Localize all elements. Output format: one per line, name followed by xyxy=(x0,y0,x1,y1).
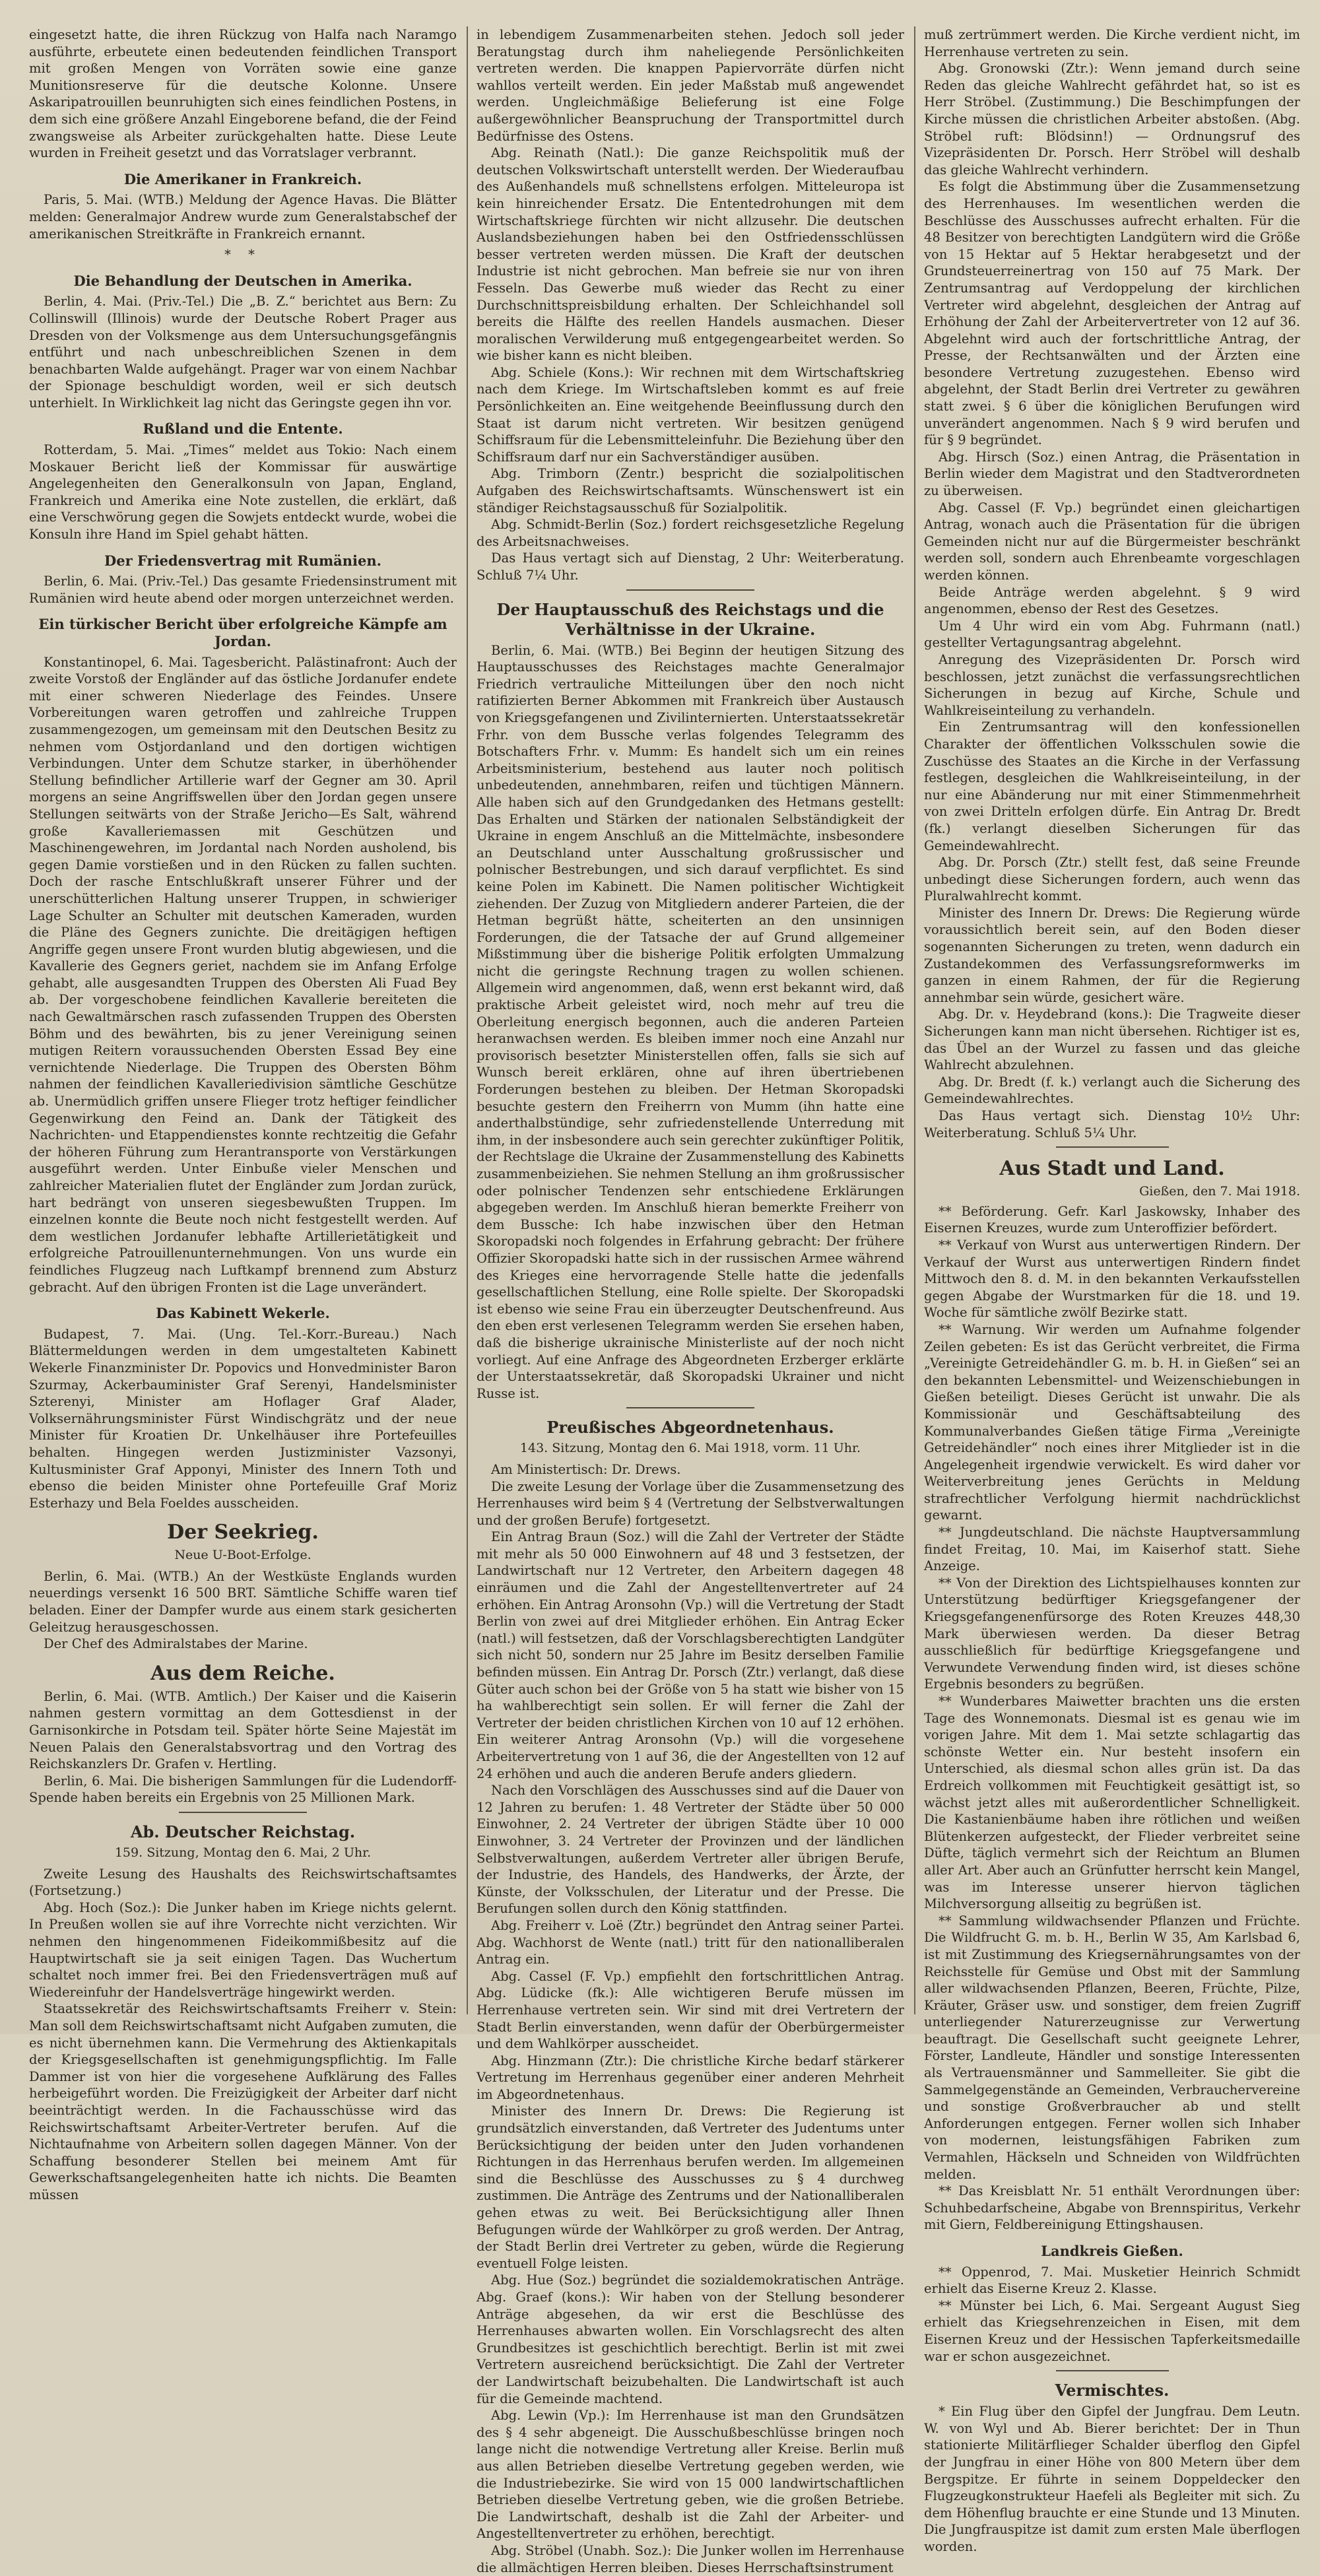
paragraph: Abg. Hirsch (Soz.) einen Antrag, die Präsentation in Berlin wieder dem Magistrat und den Stadtverordneten zu überweisen. xyxy=(924,449,1300,499)
divider xyxy=(626,589,754,591)
paragraph: Zweite Lesung des Haushalts des Reichswirtschaftsamtes (Fortsetzung.) xyxy=(29,1866,457,1899)
column-3 xyxy=(924,26,1300,2554)
paragraph: Rotterdam, 5. Mai. „Times“ meldet aus Tokio: Nach einem Moskauer Bericht ließ der Kommissar für auswärtige Angelegenheiten den Generalkonsuln von Japan, England, Frankreich und Amerika eine Note zustellen, die erklärt, daß eine Verschwörung gegen die Sowjets entdeckt wurde, wobei die Konsuln ihre Hand im Spiel gehabt hätten. xyxy=(29,442,457,543)
divider xyxy=(626,1407,754,1408)
column-rule xyxy=(914,26,915,2014)
paragraph: Das Haus vertagt sich auf Dienstag, 2 Uhr: Weiterberatung. Schluß 7¼ Uhr. xyxy=(477,550,904,583)
paragraph: Das Haus vertagt sich. Dienstag 10½ Uhr: Weiterberatung. Schluß 5¼ Uhr. xyxy=(924,1108,1300,1140)
section-heading: Die Amerikaner in Frankreich. xyxy=(123,170,362,187)
paragraph: Abg. Hoch (Soz.): Die Junker haben im Kriege nichts gelernt. In Preußen wollen sie auf ihre Vorrechte nicht verzichten. Wir nehmen den hingenommenen Fideikommißbesitz auf die Hauptwirtschaft sie ja seit einigen Tagen. Das Wuchertum schaltet noch immer frei. Bei den Friedensverträgen muß auf Wiedereinfuhr der Handelsverträge hingewirkt werden. xyxy=(29,1899,457,2000)
column-rule xyxy=(467,26,468,2014)
section-heading: Der Friedensvertrag mit Rumänien. xyxy=(104,552,381,569)
section-heading: Landkreis Gießen. xyxy=(1041,2243,1183,2259)
subheading: Neue U-Boot-Erfolge. xyxy=(174,1548,312,1563)
paragraph: Nach den Vorschlägen des Ausschusses sind auf die Dauer von 12 Jahren zu berufen: 1. 48 Vertreter der Städte über 50 000 Einwohner, 2. 24 Vertreter der übrigen Städte über 10 000 Einwohner, 3. 24 Vertreter der Provinzen und der ländlichen Selbstverwaltungen, außerdem Vertreter aller übrigen Berufe, der Industrie, des Handels, des Handwerks, der Ärzte, der Künste, der Volksschulen, der Literatur und der Presse. Die Berufungen sollen durch den König stattfinden. xyxy=(477,1783,904,1917)
paragraph: Abg. Cassel (F. Vp.) begründet einen gleichartigen Antrag, wonach auch die Präsentation für die übrigen Gemeinden nicht nur auf die Bürgermeister beschränkt werden soll, sondern auch Ehrenbeamte vorgeschlagen werden können. xyxy=(924,500,1300,583)
paragraph: Abg. Schiele (Kons.): Wir rechnen mit dem Wirtschaftskrieg nach dem Kriege. Im Wirtschaftsleben kommt es auf freie Persönlichkeiten an. Eine weitgehende Beeinflussung durch den Staat ist darum nicht vertreten. Wir besitzen genügend Schiffsraum für die Lebensmitteleinfuhr. Die Beziehung über den Schiffsraum darf nur ein Sachverständiger ausüben. xyxy=(477,364,904,465)
paragraph: Der Chef des Admiralstabes der Marine. xyxy=(44,1636,308,1652)
section-heading: Die Behandlung der Deutschen in Amerika. xyxy=(73,272,412,289)
section-heading: Rußland und die Entente. xyxy=(143,420,343,438)
paragraph: eingesetzt hatte, die ihren Rückzug von Halfa nach Naramgo ausführte, erbeutete einen bedeutenden feindlichen Transport mit großen Mengen von Vorräten sowie eine ganze Munitionsreserve für die deutsche Kolonne. Unsere Askaripatrouillen beunruhigten sich eines feindlichen Postens, in dem sich eine größere Anzahl Eingeborene befand, die der Feind zwangsweise als Arbeiter zurückgehalten hatte. Diese Leute wurden in Freiheit gesetzt und das Vorratslager verbrannt. xyxy=(29,27,457,161)
section-heading: Das Kabinett Wekerle. xyxy=(156,1305,330,1322)
paragraph: Minister des Innern Dr. Drews: Die Regierung würde voraussichtlich bereit sein, auf den Boden dieser sogenannten Sicherungen zu treten, wenn dadurch ein Zustandekommen des Verfassungsreformwerks im ganzen in einem Rahmen, der für die Regierung annehmbar sein würde, gesichert wäre. xyxy=(924,905,1300,1005)
paragraph: Abg. Lewin (Vp.): Im Herrenhause ist man den Grundsätzen des § 4 sehr abgeneigt. Die Ausschußbeschlüsse bringen noch lange nicht die notwendige Vertretung aller Kreise. Berlin muß aus allen Betrieben dieselbe Vertretung gegeben werden, wie die Industriebezirke. Sie wird von 15 000 landwirtschaftlichen Betrieben dieselbe Vertretung geben, wie die großen Betriebe. Die Landwirtschaft, deshalb ist die Zahl der Arbeiter- und Angestelltenvertreter zu erhöhen, berechtigt. xyxy=(477,2408,904,2542)
paragraph: Berlin, 6. Mai. (Priv.-Tel.) Das gesamte Friedensinstrument mit Rumänien wird heute abend oder morgen unterzeichnet werden. xyxy=(29,574,457,606)
paragraph: Berlin, 6. Mai. (WTB.) Bei Beginn der heutigen Sitzung des Hauptausschusses des Reichstages machte Generalmajor Friedrich vertrauliche Mitteilungen über den noch nicht ratifizierten Berner Abkommen mit Frankreich über Austausch von Kriegsgefangenen und Zivilinternierten. Unterstaatssekretär Frhr. von dem Bussche verlas folgendes Telegramm des Botschafters Frhr. v. Mumm: Es handelt sich um ein reines Arbeitsministerium, bestehend aus lauter noch politisch unbedeutenden, annehmbaren, reifen und tüchtigen Männern. Alle haben sich auf den Grundgedanken des Hetmans gestellt: Das Erhalten und Stärken der nationalen Selbständigkeit der Ukraine in engem Anschluß an die Mittelmächte, insbesondere an Deutschland unter Ausschaltung großrussischer und polnischer Bestrebungen, und sich darauf verpflichtet. Es sind keine Polen im Kabinett. Die Namen politischer Wichtigkeit ziehenden. Der Zuzug von Mitgliedern anderer Parteien, die der Hetman begrüßt hätte, scheiterten an den unsinnigen Forderungen, die der Tatsache der auf Grund allgemeiner Mißstimmung über die bisherige Politik erfolgten Ummalzung nicht die geringste Rechnung tragen zu wollen schienen. Allgemein wird angenommen, daß, wenn erst bekannt wird, daß praktische Arbeit geleistet wird, noch mehr auf treu die Oberleitung energisch begonnen, auch die anderen Parteien heranwachsen werden. Es bleiben immer noch eine Anzahl nur provisorisch besetzter Ministerstellen offen, falls sie sich auf Wunsch bereit erklären, ohne auf ihren übertriebenen Forderungen bestehen zu bleiben. Der Hetman Skoropadski besuchte gestern den Freiherrn von Mumm (ihn hatte eine anderthalbstündige, sehr zufriedenstellende Unterredung mit ihm, in der insbesondere auch sein gerechter zukünftiger Politik, der Rechtslage die Ukraine der Zusammenstellung des Kabinetts zusammenbeiziehen. Sie nehmen Stellung an ihm großrussischer oder polnischer Tendenzen sehr entschiedene Erklärungen abgegeben werden. Im Anschluß hieran bemerkte Freiherr von dem Bussche: Ich habe inzwischen über den Hetman Skoropadski noch folgendes in Erfahrung gebracht: Der frühere Offizier Skoropadski hatte sich in der russischen Armee während des Krieges eine hervorragende Stelle hatte die jedenfalls gesellschaftlichen Stellung, eine Rolle spielte. Der Skoropadski ist ebenso wie seine Frau ein überzeugter Deutschenfreund. Aus den eben erst verlesenen Telegramm werden Sie ersehen haben, daß die bisherige ukrainische Ministerliste auf der noch nicht vorliegt. Auf eine Anfrage des Abgeordneten Erzberger erklärte der Unterstaatssekretär, daß Skoropadski Ukrainer und nicht Russe ist. xyxy=(477,642,904,1401)
paragraph: Berlin, 6. Mai. (WTB.) An der Westküste Englands wurden neuerdings versenkt 16 500 BRT. Sämtliche Schiffe waren tief beladen. Einer der Dampfer wurde aus einem stark gesicherten Geleitzug herausgeschossen. xyxy=(29,1568,457,1635)
major-heading: Der Seekrieg. xyxy=(167,1521,319,1544)
major-heading: Vermischtes. xyxy=(1055,2381,1170,2400)
paragraph: Abg. Trimborn (Zentr.) bespricht die sozialpolitischen Aufgaben des Reichswirtschaftsamts. Wünschenswert ist ein ständiger Reichstagsausschuß für Sozialpolitik. xyxy=(477,466,904,515)
paragraph: Staatssekretär des Reichswirtschaftsamts Freiherr v. Stein: Man soll dem Reichswirtschaftsamt nicht Aufgaben zumuten, die es nicht übernehmen kann. Die Vermehrung des Aktienkapitals der Kriegsgesellschaften ist genehmigungspflichtig. Im Falle Dammer ist von hier die vorgesehene Aufklärung des Falles herbeigeführt worden. Die Freizügigkeit der Arbeiter darf nicht beeinträchtigt werden. In die Fachausschüsse wird das Reichswirtschaftsamt Arbeiter-Vertreter berufen. Auf die Nichtaufnahme von Arbeitern sollen dagegen Männer. Von der Schaffung besonderer Stellen bei meinem Amt für Gewerkschaftsangelegenheiten hatte ich nichts. Die Beamten müssen xyxy=(29,2001,457,2202)
paragraph: Abg. Gronowski (Ztr.): Wenn jemand durch seine Reden das gleiche Wahlrecht gefährdet hat, so ist es Herr Ströbel. (Zustimmung.) Die Beschimpfungen der Kirche müssen die christlichen Arbeiter abstoßen. (Abg. Ströbel ruft: Blödsinn!) — Ordnungsruf des Vizepräsidenten Dr. Porsch. Herr Ströbel will deshalb das gleiche Wahlrecht verhindern. xyxy=(924,61,1300,178)
major-heading: Ab. Deutscher Reichstag. xyxy=(130,1822,356,1841)
paragraph: Es folgt die Abstimmung über die Zusammensetzung des Herrenhauses. Im wesentlichen werden die Beschlüsse des Ausschusses aufrecht erhalten. Für die 48 Besitzer von berechtigten Landgütern wird die Größe von 15 Hektar auf 5 Hektar herabgesetzt und der Grundsteuerreinertrag von 150 auf 75 Mark. Der Zentrumsantrag auf Verdoppelung der kirchlichen Vertreter wird abgelehnt, desgleichen der Antrag auf Erhöhung der Zahl der Arbeitervertreter von 12 auf 36. Abgelehnt wird auch der fortschrittliche Antrag, der Presse, der Rechtsanwälten und der Ärzten eine besondere Vertretung zuzugestehen. Ebenso wird abgelehnt, der Stadt Berlin drei Vertreter zu gewähren statt zwei. § 6 über die königlichen Berufungen wird unverändert angenommen. Nach § 9 wird berufen und für § 9 begründet. xyxy=(924,179,1300,448)
subheading: 159. Sitzung, Montag den 6. Mai, 2 Uhr. xyxy=(114,1845,372,1860)
paragraph: * Ein Flug über den Gipfel der Jungfrau. Dem Leutn. W. von Wyl und Ab. Bierer berichtet: Der in Thun stationierte Militärflieger Schalder überflog den Gipfel der Jungfrau in einer Höhe von 800 Metern über dem Bergspitze. Er führte in seinem Doppeldecker den Flugzeugkonstrukteur Haefeli als Begleiter mit sich. Zu dem Höhenflug brauchte er eine Stunde und 13 Minuten. Die Jungfrauspitze ist damit zum ersten Male überflogen worden. xyxy=(924,2404,1300,2554)
paragraph: ** Das Kreisblatt Nr. 51 enthält Verordnungen über: Schuhbedarfscheine, Abgabe von Brennspiritus, Verkehr mit Giern, Feldbereinigung Ettingshausen. xyxy=(924,2183,1300,2233)
paragraph: Abg. Freiherr v. Loë (Ztr.) begründet den Antrag seiner Partei. Abg. Wachhorst de Wente (natl.) tritt für den nationalliberalen Antrag ein. xyxy=(477,1917,904,1967)
paragraph: Abg. Dr. v. Heydebrand (kons.): Die Tragweite dieser Sicherungen kann man nicht übersehen. Richtiger ist es, das Übel an der Wurzel zu fassen und das gleiche Wahlrecht abzulehnen. xyxy=(924,1007,1300,1073)
paragraph: in lebendigem Zusammenarbeiten stehen. Jedoch soll jeder Beratungstag durch ihm naheliegende Persönlichkeiten vertreten werden. Die knappen Papiervorräte dürfen nicht wahllos verteilt werden. Ein jeder Maßstab muß angewendet werden. Ungleichmäßige Belieferung ist eine Folge außergewöhnlicher Beanspruchung der Transportmittel durch Bedürfnisse des Ostens. xyxy=(477,27,904,144)
paragraph: Abg. Ströbel (Unabh. Soz.): Die Junker wollen im Herrenhause die allmächtigen Herren bleiben. Dieses Herrschaftsinstrument xyxy=(477,2542,904,2575)
major-heading: Aus dem Reiche. xyxy=(150,1661,335,1685)
divider xyxy=(179,1812,307,1813)
paragraph: ** Warnung. Wir werden um Aufnahme folgender Zeilen gebeten: Es ist das Gerücht verbreitet, die Firma „Vereinigte Getreidehändler G. m. b. H. in Gießen“ sei an den bekannten Lebensmittel- und Weizenschiebungen in Gießen beteiligt. Dieses Gerücht ist unwahr. Die als Kommissionär und Geschäftsabteilung des Kommunalverbandes Gießen tätige Firma „Vereinigte Getreidehändler“ noch eines ihrer Mitglieder ist in die Angelegenheit irgendwie verwickelt. Es wird daher vor Weiterverbreitung jenes Gerüchts in Meldung strafrechtlicher Verfolgung hiermit nachdrücklichst gewarnt. xyxy=(924,1321,1300,1523)
paragraph: Berlin, 6. Mai. Die bisherigen Sammlungen für die Ludendorff-Spende haben bereits ein Ergebnis von 25 Millionen Mark. xyxy=(29,1773,457,1806)
paragraph: Konstantinopel, 6. Mai. Tagesbericht. Palästinafront: Auch der zweite Vorstoß der Engländer auf das östliche Jordanufer endete mit einer schweren Niederlage des Feindes. Unsere Vorbereitungen waren getroffen und zahlreiche Truppen zusammengezogen, um gemeinsam mit den Deutschen Besitz zu nehmen vom Ostjordanland und den dortigen wichtigen Verbindungen. Unter dem Schutze starker, in überhöhender Stellung befindlicher Artillerie warf der Gegner am 30. April morgens an seine Angriffswellen über den Jordan gegen unsere Stellungen seitwärts von der Straße Jericho—Es Salt, während große Kavalleriemassen mit Geschützen und Maschinengewehren, im Jordantal nach Norden ausholend, bis gegen Damie vorstießen und in den Rücken zu fallen suchten. Doch der rasche Entschlußkraft unserer Führer und der unerschütterlichen Haltung unserer Truppen, in schwieriger Lage Schulter an Schulter mit deutschen Kameraden, wurden die Pläne des Gegners zunichte. Die dreitägigen heftigen Angriffe gegen unsere Front wurden blutig abgewiesen, und die Kavallerie des Gegners geriet, nachdem sie im Anfang Erfolge gehabt, alle ausgesandten Truppen des Obersten Ali Fuad Bey ab. Der vorgeschobene feindlichen Kavallerie bereiteten die nach Gewaltmärschen rasch zufassenden Truppen des Obersten Böhm und des bewährten, bis zu jener Vereinigung seinen mutigen Reitern voraussuchenden Obersten Essad Bey eine vernichtende Niederlage. Die Truppen des Obersten Böhm nahmen der feindlichen Kavalleriedivision sämtliche Geschütze ab. Unermüdlich griffen unsere Flieger trotz heftiger feindlicher Gegenwirkung den Feind an. Dank der Tätigkeit des Nachrichten- und Etappendienstes konnte rechtzeitig die Gefahr der höheren Führung zum Herantransporte von Verstärkungen ausgeführt werden. Unter Einbuße vieler Menschen und zahlreicher Materialien flutet der Engländer zum Jordan zurück, hart bedrängt von unseren siegesbewußten Truppen. Im einzelnen konnte die Beute noch nicht festgestellt werden. Auf dem westlichen Jordanufer lebhafte Artillerietätigkeit und erfolgreiche Patrouillenunternehmungen. Von uns wurde ein feindliches Flugzeug nach Luftkampf brennend zum Absturz gebracht. Auf den übrigen Fronten ist die Lage unverändert. xyxy=(29,654,457,1295)
paragraph: Berlin, 4. Mai. (Priv.-Tel.) Die „B. Z.“ berichtet aus Bern: Zu Collinswill (Illinois) wurde der Deutsche Robert Prager aus Dresden von der Volksmenge aus dem Untersuchungsgefängnis entführt und nach unbeschreiblichen Szenen in dem benachbarten Walde aufgehängt. Prager war von einem Nachbar der Spionage beschuldigt worden, weil er sich deutsch unterhielt. In Wirklichkeit lag nicht das Geringste gegen ihn vor. xyxy=(29,294,457,411)
paragraph: ** Jungdeutschland. Die nächste Hauptversammlung findet Freitag, 10. Mai, im Kaiserhof statt. Siehe Anzeige. xyxy=(924,1525,1300,1574)
paragraph: Paris, 5. Mai. (WTB.) Meldung der Agence Havas. Die Blätter melden: Generalmajor Andrew wurde zum Generalstabschef der amerikanischen Streitkräfte in Frankreich ernannt. xyxy=(29,192,457,242)
paragraph: Abg. Dr. Porsch (Ztr.) stellt fest, daß seine Freunde unbedingt diese Sicherungen fordern, auch wenn das Pluralwahlrecht kommt. xyxy=(924,855,1300,904)
major-heading: Preußisches Abgeordnetenhaus. xyxy=(546,1418,834,1437)
paragraph: ** Wunderbares Maiwetter brachten uns die ersten Tage des Wonnemonats. Diesmal ist es genau wie im vorigen Jahre. Mit dem 1. Mai setzte schlagartig das schönste Wetter ein. Nur besteht insofern ein Unterschied, als diesmal schon alles grün ist. Da das Erdreich vollkommen mit Feuchtigkeit gesättigt ist, so wächst jetzt alles mit außerordentlicher Schnelligkeit. Die Kastanienbäume haben ihre rötlichen und weißen Blütenkerzen aufgesteckt, der Flieder verbreitet seine Düfte, täglich vermehrt sich der Reichtum an Blumen aller Art. Aber auch an Grünfutter herrscht kein Mangel, was im Interesse unserer hiervon täglichen Milchversorgung allseitig zu begrüßen ist. xyxy=(924,1694,1300,1912)
paragraph: Berlin, 6. Mai. (WTB. Amtlich.) Der Kaiser und die Kaiserin nahmen gestern vormittag an dem Gottesdienst in der Garnisonkirche in Potsdam teil. Später hörte Seine Majestät im Neuen Palais den Generalstabsvortrag und den Vortrag des Reichskanzlers Dr. Grafen v. Hertling. xyxy=(29,1688,457,1772)
paragraph: ** Von der Direktion des Lichtspielhauses konnten zur Unterstützung bedürftiger Kriegsgefangener der Kriegsgefangenenfürsorge des Roten Kreuzes 448,30 Mark überwiesen werden. Da dieser Betrag ausschließlich für bedürftige Kriegsgefangene und Verwundete Verwendung finden wird, ist dieses schöne Ergebnis besonders zu begrüßen. xyxy=(924,1575,1300,1692)
major-heading: Aus Stadt und Land. xyxy=(999,1157,1225,1181)
divider xyxy=(1056,1146,1169,1148)
paragraph: Abg. Hinzmann (Ztr.): Die christliche Kirche bedarf stärkerer Vertretung im Herrenhaus gegenüber einer anderen Mehrheit im Abgeordnetenhaus. xyxy=(477,2053,904,2102)
section-heading: Ein türkischer Bericht über erfolgreiche Kämpfe am Jordan. xyxy=(38,616,447,649)
paragraph: ** Oppenrod, 7. Mai. Musketier Heinrich Schmidt erhielt das Eiserne Kreuz 2. Klasse. xyxy=(924,2264,1300,2297)
dateline: Gießen, den 7. Mai 1918. xyxy=(1139,1184,1300,1199)
column-1 xyxy=(29,26,457,2202)
paragraph: Ein Antrag Braun (Soz.) will die Zahl der Vertreter der Städte mit mehr als 50 000 Einwohnern auf 48 und 3 festsetzen, der Landwirtschaft nur 12 Vertreter, den Arbeitern dagegen 48 einräumen und die Zahl der Angestelltenvertreter auf 24 erhöhen. Ein Antrag Aronsohn (Vp.) will die Vertretung der Stadt Berlin von zwei auf drei Mitglieder erhöhen. Ein Antrag Ecker (natl.) will festsetzen, daß der Vorschlagsberechtigten Landgüter sich nicht 50, sondern nur 25 Jahre im Besitz derselben Familie befinden müssen. Ein Antrag Dr. Porsch (Ztr.) verlangt, daß diese Güter auch schon bei der Größe von 5 ha statt wie bisher von 15 ha wahlberechtigt sein sollen. Er will ferner die Zahl der Vertreter der beiden christlichen Kirchen von 10 auf 12 erhöhen. Ein weiterer Antrag Aronsohn (Vp.) will die vorgesehene Arbeitervertretung von 1 auf 36, die der Angestellten von 12 auf 24 erhöhen und auch die anderen Berufe anders gliedern. xyxy=(477,1529,904,1781)
paragraph: ** Sammlung wildwachsender Pflanzen und Früchte. Die Wildfrucht G. m. b. H., Berlin W 35, Am Karlsbad 6, ist mit Zustimmung des Kriegsernährungsamtes von der Reichsstelle für Gemüse und Obst mit der Sammlung aller wildwachsenden Pflanzen, Beeren, Früchte, Pilze, Kräuter, Gräser usw. und sonstiger, dem freien Zugriff unterliegender Naturerzeugnisse zur Verwertung beauftragt. Die Gesellschaft sucht geeignete Lehrer, Förster, Landleute, Händler und sonstige Interessenten als Vertrauensmänner und Sammelleiter. Sie gibt die Sammelgegenstände an Gemeinden, Verbrauchervereine und sonstige Großverbraucher ab und stellt Anforderungen entgegen. Ferner wollen sich Inhaber von modernen, leistungsfähigen Fabriken zum Vermahlen, Häckseln und Schneiden von Wildfrüchten melden. xyxy=(924,1913,1300,2182)
paragraph: Abg. Schmidt-Berlin (Soz.) fordert reichsgesetzliche Regelung des Arbeitsnachweises. xyxy=(477,517,904,549)
paragraph: Minister des Innern Dr. Drews: Die Regierung ist grundsätzlich einverstanden, daß Vertreter des Judentums unter Berücksichtigung der beiden unter den Juden vorhandenen Richtungen in das Herrenhaus berufen werden. Im allgemeinen sind die Beschlüsse des Ausschusses zu § 4 durchweg zustimmen. Die Anträge des Zentrums und der Nationalliberalen gehen etwas zu weit. Bei Berücksichtigung aller Ihnen Befugungen würde der Wahlkörper zu groß werden. Der Antrag, der Stadt Berlin drei Vertreter zu geben, würde die Regierung eventuell Folge leisten. xyxy=(477,2103,904,2271)
separator-stars: * * xyxy=(224,247,261,263)
paragraph: ** Verkauf von Wurst aus unterwertigen Rindern. Der Verkauf der Wurst aus unterwertigen Rindern findet Mittwoch den 8. d. M. in den bekannten Verkaufsstellen gegen Abgabe der Wurstmarken für die 18. und 19. Woche für sämtliche zwölf Bezirke statt. xyxy=(924,1237,1300,1321)
column-2 xyxy=(477,26,904,2575)
subheading: 143. Sitzung, Montag den 6. Mai 1918, vorm. 11 Uhr. xyxy=(519,1441,861,1456)
paragraph: Abg. Hue (Soz.) begründet die sozialdemokratischen Anträge. Abg. Graef (kons.): Wir haben von der Stellung besonderer Anträge abgesehen, da wir erst die Beschlüsse des Herrenhauses abwarten wollen. Ein Vorschlagsrecht des alten Grundbesitzes ist geschichtlich berechtigt. Berlin ist mit zwei Vertretern ausreichend berücksichtigt. Die Zahl der Vertreter der Landwirtschaft beizubehalten. Die Landwirtschaft ist auch für die Gemeinde machtend. xyxy=(477,2272,904,2406)
paragraph: Ein Zentrumsantrag will den konfessionellen Charakter der öffentlichen Volksschulen sowie die Zuschüsse des Staates an die Kirche in der Verfassung festlegen, desgleichen die Wahlkreiseinteilung, in der nur eine Abänderung nur mit einer Stimmenmehrheit von zwei Dritteln erfolgen dürfe. Ein Antrag Dr. Bredt (fk.) verlangt dieselben Sicherungen für das Gemeindewahlrecht. xyxy=(924,719,1300,853)
paragraph: Abg. Cassel (F. Vp.) empfiehlt den fortschrittlichen Antrag. Abg. Lüdicke (fk.): Alle wichtigeren Berufe müssen im Herrenhause vertreten sein. Wir sind mit drei Vertretern der Stadt Berlin einverstanden, wenn dafür der Oberbürgermeister und dem Wahlkörper ausscheidet. xyxy=(477,1968,904,2052)
paragraph: muß zertrümmert werden. Die Kirche verdient nicht, im Herrenhause vertreten zu sein. xyxy=(924,27,1300,59)
paragraph: Abg. Dr. Bredt (f. k.) verlangt auch die Sicherung des Gemeindewahlrechtes. xyxy=(924,1074,1300,1107)
paragraph: Budapest, 7. Mai. (Ung. Tel.-Korr.-Bureau.) Nach Blättermeldungen werden in dem umgestalteten Kabinett Wekerle Finanzminister Dr. Popovics und Honvedminister Baron Szurmay, Ackerbauminister Graf Serenyi, Handelsminister Szterenyi, Minister am Hoflager Graf Alader, Volksernährungsminister Fürst Windischgrätz und der neue Minister für Kroatien Dr. Unkelhäuser ihre Portefeuilles behalten. Hingegen werden Justizminister Vazsonyi, Kultusminister Graf Apponyi, Minister des Innern Toth und ebenso die beiden Minister ohne Portefeuille Graf Moriz Esterhazy und Bela Foeldes ausscheiden. xyxy=(29,1326,457,1511)
paragraph: Am Ministertisch: Dr. Drews. xyxy=(491,1461,681,1477)
paragraph: Anregung des Vizepräsidenten Dr. Porsch wird beschlossen, jetzt zunächst die verfassungsrechtlichen Sicherungen in bezug auf Kirche, Schule und Wahlkreiseinteilung zu verhandeln. xyxy=(924,651,1300,718)
divider xyxy=(1056,2370,1169,2371)
paragraph: Die zweite Lesung der Vorlage über die Zusammensetzung des Herrenhauses wird beim § 4 (Vertretung der Selbstverwaltungen und der großen Berufe) fortgesetzt. xyxy=(477,1478,904,1528)
paragraph: Abg. Reinath (Natl.): Die ganze Reichspolitik muß der deutschen Volkswirtschaft unterstellt werden. Der Wiederaufbau des Außenhandels muß schnellstens erfolgen. Mitteleuropa ist kein hinreichender Ersatz. Die Ententedrohungen mit dem Wirtschaftskriege fürchten wir nicht allzusehr. Die deutschen Auslandsbeziehungen haben bei den Ostfriedensschlüssen besser vertreten werden müssen. Die Kraft der deutschen Industrie ist nicht gebrochen. Man befreie sie nur von ihren Fesseln. Das Gewerbe muß wieder das Recht zu einer Durchschnittspreisbildung erhalten. Der Schleichhandel soll bereits die Hälfte des reellen Handels ausmachen. Dieser moralischen Verwilderung muß entgegengearbeitet werden. So wie bisher kann es nicht bleiben. xyxy=(477,145,904,364)
paragraph: Beide Anträge werden abgelehnt. § 9 wird angenommen, ebenso der Rest des Gesetzes. xyxy=(924,584,1300,617)
paragraph: ** Münster bei Lich, 6. Mai. Sergeant August Sieg erhielt das Kriegsehrenzeichen in Eisen, mit dem Eisernen Kreuz und der Hessischen Tapferkeitsmedaille war er schon ausgezeichnet. xyxy=(924,2297,1300,2364)
paragraph: Um 4 Uhr wird ein vom Abg. Fuhrmann (natl.) gestellter Vertagungsantrag abgelehnt. xyxy=(924,618,1300,651)
paragraph: ** Beförderung. Gefr. Karl Jaskowsky, Inhaber des Eisernen Kreuzes, wurde zum Unteroffizier befördert. xyxy=(924,1203,1300,1236)
major-heading: Der Hauptausschuß des Reichstags und die Verhältnisse in der Ukraine. xyxy=(496,599,884,639)
